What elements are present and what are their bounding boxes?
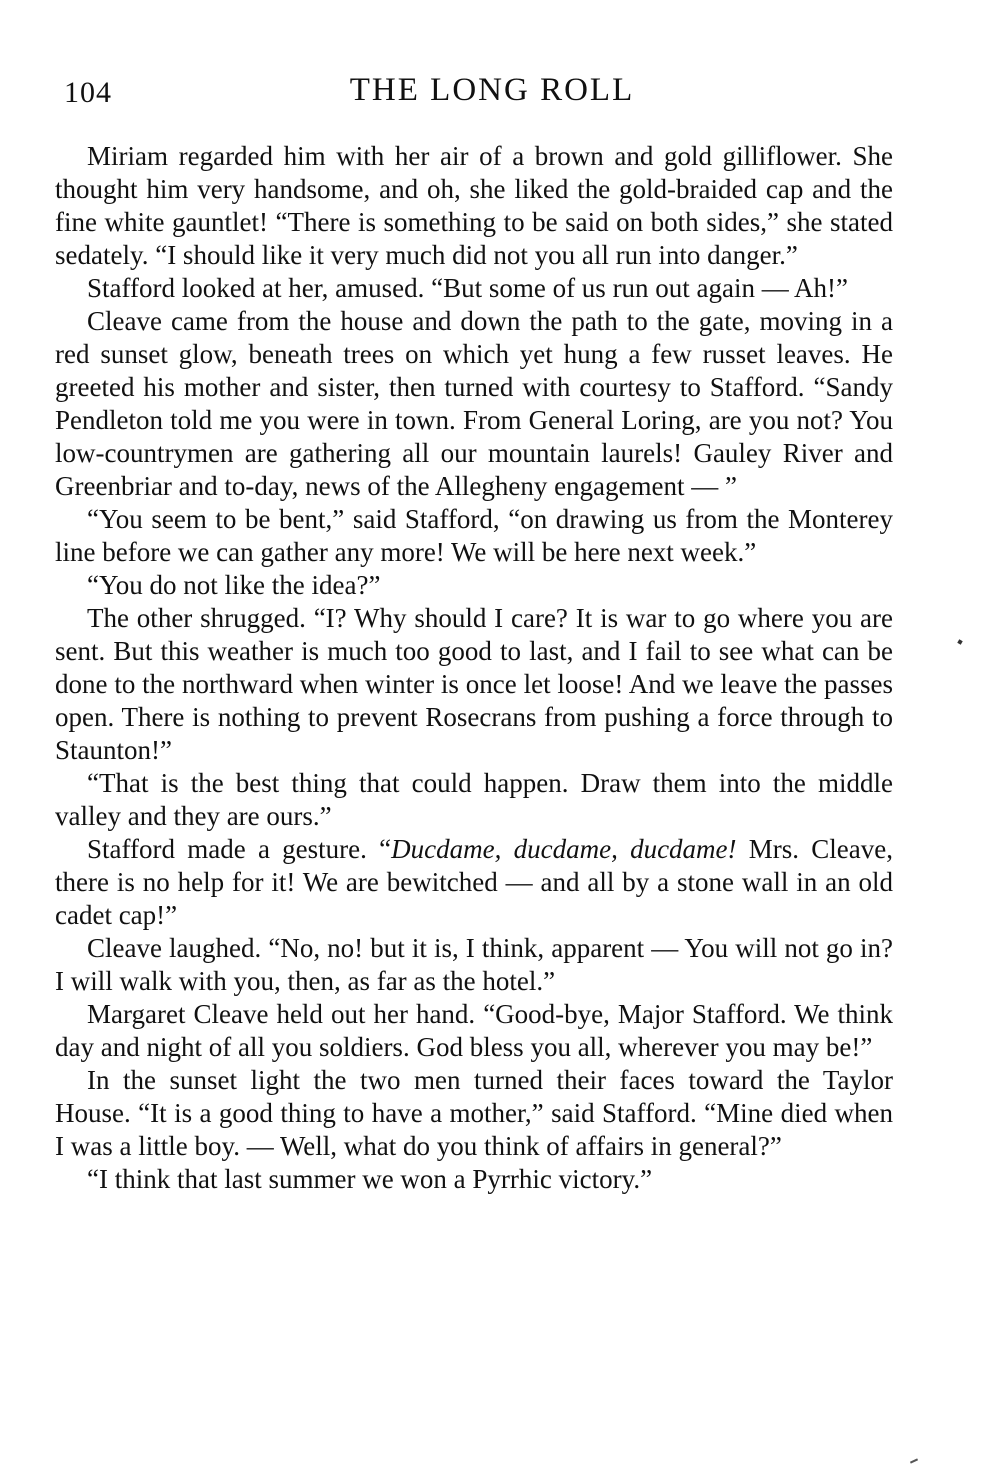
paragraph-1: Miriam regarded him with her air of a brown and gold gilliflower. She thought him very handsome, and oh, she liked the gold-braided cap and the fine white gauntlet! “There is something to be said on both sides,” she stated sedately. “I should like it very much did not you all run into danger.”: [55, 141, 893, 270]
paragraph-6: The other shrugged. “I? Why should I care? It is war to go where you are sent. But this weather is much too good to last, and I fail to see what can be done to the northward when winter is once let loose! And we leave the passes open. There is nothing to prevent Rosecrans from pushing a force through to Staunton!”: [55, 603, 893, 765]
body-text: [55, 140, 893, 1196]
ink-speck: [957, 639, 962, 644]
paragraph-8-end: Mrs. Cleave, there is no help for it! We are bewitched — and all by a stone wall in an old cadet cap!”: [55, 834, 893, 930]
paragraph-8: [55, 833, 893, 932]
page-number: 104: [64, 76, 112, 109]
paragraph-5: “You do not like the idea?”: [87, 570, 381, 600]
paragraph-4: “You seem to be bent,” said Stafford, “on drawing us from the Monterey line before we can gather any more! We will be here next week.”: [55, 504, 893, 567]
paragraph-10: Margaret Cleave held out her hand. “Good-bye, Major Stafford. We think day and night of all you soldiers. God bless you all, wherever you may be!”: [55, 999, 893, 1062]
paragraph-8-italic: Ducdame, ducdame, ducdame!: [391, 834, 737, 864]
paragraph-7: “That is the best thing that could happen. Draw them into the middle valley and they are ours.”: [55, 768, 893, 831]
paragraph-3: Cleave came from the house and down the path to the gate, moving in a red sunset glow, beneath trees on which yet hung a few russet leaves. He greeted his mother and sister, then turned with courtesy to Stafford. “Sandy Pendleton told me you were in town. From General Loring, are you not? You low-countrymen are gathering all our mountain laurels! Gauley River and Greenbriar and to-day, news of the Allegheny engagement — ”: [55, 306, 893, 501]
running-title: THE LONG ROLL: [349, 72, 635, 108]
paragraph-12: “I think that last summer we won a Pyrrhic victory.”: [87, 1164, 653, 1194]
paragraph-9: Cleave laughed. “No, no! but it is, I think, apparent — You will not go in? I will walk with you, then, as far as the hotel.”: [55, 933, 893, 996]
paragraph-2: Stafford looked at her, amused. “But some of us run out again — Ah!”: [87, 273, 849, 303]
ink-speck: [910, 1458, 918, 1463]
page-header: [52, 72, 892, 116]
paragraph-11: In the sunset light the two men turned their faces toward the Taylor House. “It is a good thing to have a mother,” said Stafford. “Mine died when I was a little boy. — Well, what do you think of affairs in general?”: [55, 1065, 893, 1161]
paragraph-8-start: Stafford made a gesture. “: [87, 834, 392, 864]
